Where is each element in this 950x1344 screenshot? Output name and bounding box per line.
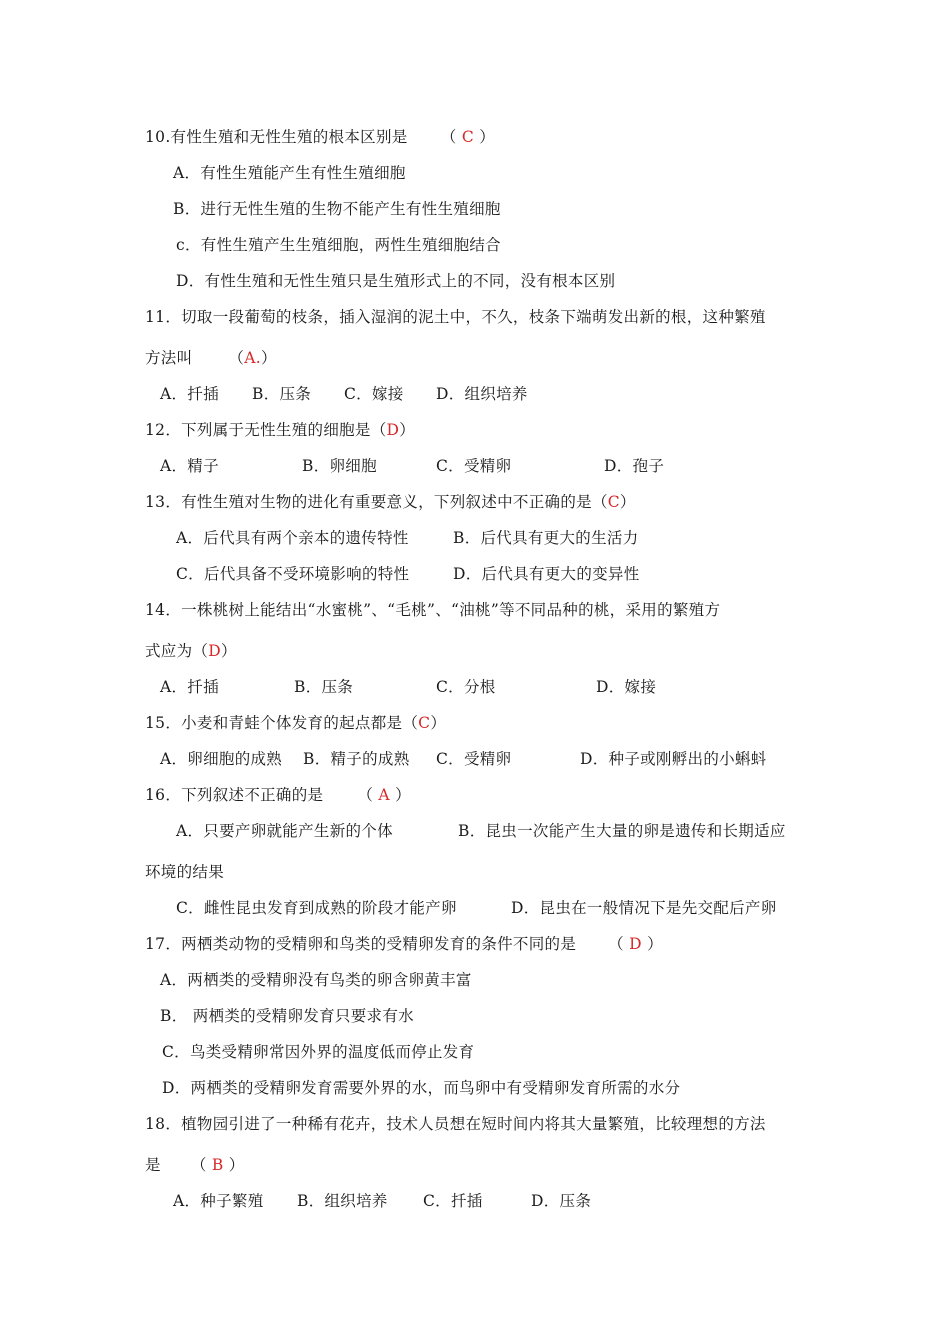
q18-option-b: B．组织培养 [297, 1192, 388, 1210]
q11-option-b: B．压条 [252, 385, 312, 403]
q17-option-c: C．鸟类受精卵常因外界的温度低而停止发育 [162, 1043, 475, 1061]
q18-option-a: A．种子繁殖 [173, 1192, 264, 1210]
question-13-stem [145, 492, 636, 512]
q15-option-b: B．精子的成熟 [303, 750, 410, 768]
answer-q11: A. [244, 349, 261, 367]
q16-option-c: C．雌性昆虫发育到成熟的阶段才能产卵 [176, 899, 457, 917]
q14-option-b: B．压条 [294, 678, 354, 696]
question-14-stem-cont [145, 641, 237, 661]
q15-option-c: C．受精卵 [436, 750, 512, 768]
answer-q16: A [378, 786, 390, 804]
q13-option-a: A．后代具有两个亲本的遗传特性 [176, 529, 409, 547]
q15-option-a: A．卵细胞的成熟 [160, 750, 283, 768]
paren-open: （ [402, 714, 419, 732]
q17-option-b: B． 两栖类的受精卵发育只要求有水 [160, 1007, 414, 1025]
q14-option-a: A．扦插 [160, 678, 219, 696]
question-text: 式应为 [145, 642, 193, 660]
q16-option-b: B．昆虫一次能产生大量的卵是遗传和长期适应 [458, 822, 786, 840]
question-17-stem [145, 934, 663, 954]
q10-option-b: B．进行无性生殖的生物不能产生有性生殖细胞 [173, 200, 501, 218]
paren-open: （ [228, 349, 245, 367]
question-18-stem: 18．植物园引进了一种稀有花卉，技术人员想在短时间内将其大量繁殖，比较理想的方法 [145, 1115, 766, 1133]
answer-q18: B [211, 1156, 224, 1174]
paren-close: ） [223, 1156, 245, 1174]
paren-close: ） [220, 642, 237, 660]
q13-option-c: C．后代具备不受环境影响的特性 [176, 565, 410, 583]
question-text: 方法叫 [145, 349, 193, 367]
paren-close: ） [474, 128, 496, 146]
q18-option-c: C．扦插 [423, 1192, 483, 1210]
answer-q14: D [208, 642, 221, 660]
question-15-stem [145, 713, 446, 733]
paren-close: ） [619, 493, 636, 511]
paren-close: ） [389, 786, 411, 804]
question-text: 16．下列叙述不正确的是 [145, 786, 324, 804]
paren-close: ） [399, 421, 416, 439]
paren-open: （ [370, 421, 387, 439]
paren-open: （ [357, 786, 379, 804]
q11-option-a: A．扦插 [160, 385, 219, 403]
q18-option-d: D．压条 [531, 1192, 592, 1210]
question-10-stem [145, 127, 495, 147]
q15-option-d: D．种子或刚孵出的小蝌蚪 [580, 750, 767, 768]
q10-option-c: c．有性生殖产生生殖细胞，两性生殖细胞结合 [176, 236, 501, 254]
question-11-stem: 11．切取一段葡萄的枝条，插入湿润的泥土中，不久，枝条下端萌发出新的根，这种繁殖 [145, 308, 766, 326]
paren-open: （ [440, 128, 462, 146]
paren-close: ） [260, 349, 277, 367]
q11-option-d: D．组织培养 [436, 385, 528, 403]
question-text: 15．小麦和青蛙个体发育的起点都是 [145, 714, 403, 732]
paren-open: （ [591, 493, 608, 511]
paren-open: （ [608, 935, 630, 953]
q12-option-b: B．卵细胞 [302, 457, 377, 475]
question-text: 10.有性生殖和无性生殖的根本区别是 [145, 128, 408, 146]
question-18-stem-cont [145, 1155, 245, 1175]
q16-option-a: A．只要产卵就能产生新的个体 [176, 822, 393, 840]
answer-q10: C [461, 128, 474, 146]
answer-q12: D [386, 421, 400, 439]
q17-option-d: D．两栖类的受精卵发育需要外界的水，而鸟卵中有受精卵发育所需的水分 [162, 1079, 681, 1097]
answer-q13: C [607, 493, 620, 511]
q16-option-d: D．昆虫在一般情况下是先交配后产卵 [511, 899, 777, 917]
question-text: 是 [145, 1156, 161, 1174]
q10-option-a: A．有性生殖能产生有性生殖细胞 [173, 164, 406, 182]
q17-option-a: A．两栖类的受精卵没有鸟类的卵含卵黄丰富 [160, 971, 472, 989]
question-11-stem-cont [145, 348, 277, 368]
q13-option-d: D．后代具有更大的变异性 [453, 565, 640, 583]
q11-option-c: C．嫁接 [344, 385, 404, 403]
paren-open: （ [192, 642, 209, 660]
q12-option-a: A．精子 [160, 457, 219, 475]
question-text: 17．两栖类动物的受精卵和鸟类的受精卵发育的条件不同的是 [145, 935, 577, 953]
paren-open: （ [190, 1156, 212, 1174]
question-text: 13．有性生殖对生物的进化有重要意义，下列叙述中不正确的是 [145, 493, 592, 511]
question-text: 12．下列属于无性生殖的细胞是 [145, 421, 371, 439]
paren-close: ） [641, 935, 663, 953]
q12-option-c: C．受精卵 [436, 457, 512, 475]
question-16-stem [145, 785, 411, 805]
q14-option-c: C．分根 [436, 678, 496, 696]
q16-option-b-cont: 环境的结果 [145, 863, 225, 881]
q14-option-d: D．嫁接 [596, 678, 657, 696]
paren-close: ） [430, 714, 447, 732]
q13-option-b: B．后代具有更大的生活力 [453, 529, 639, 547]
question-14-stem: 14．一株桃树上能结出“水蜜桃”、“毛桃”、“油桃”等不同品种的桃，采用的繁殖方 [145, 601, 721, 619]
q12-option-d: D．孢子 [604, 457, 665, 475]
answer-q15: C [418, 714, 431, 732]
q10-option-d: D．有性生殖和无性生殖只是生殖形式上的不同，没有根本区别 [176, 272, 616, 290]
answer-q17: D [629, 935, 642, 953]
question-12-stem [145, 420, 415, 440]
